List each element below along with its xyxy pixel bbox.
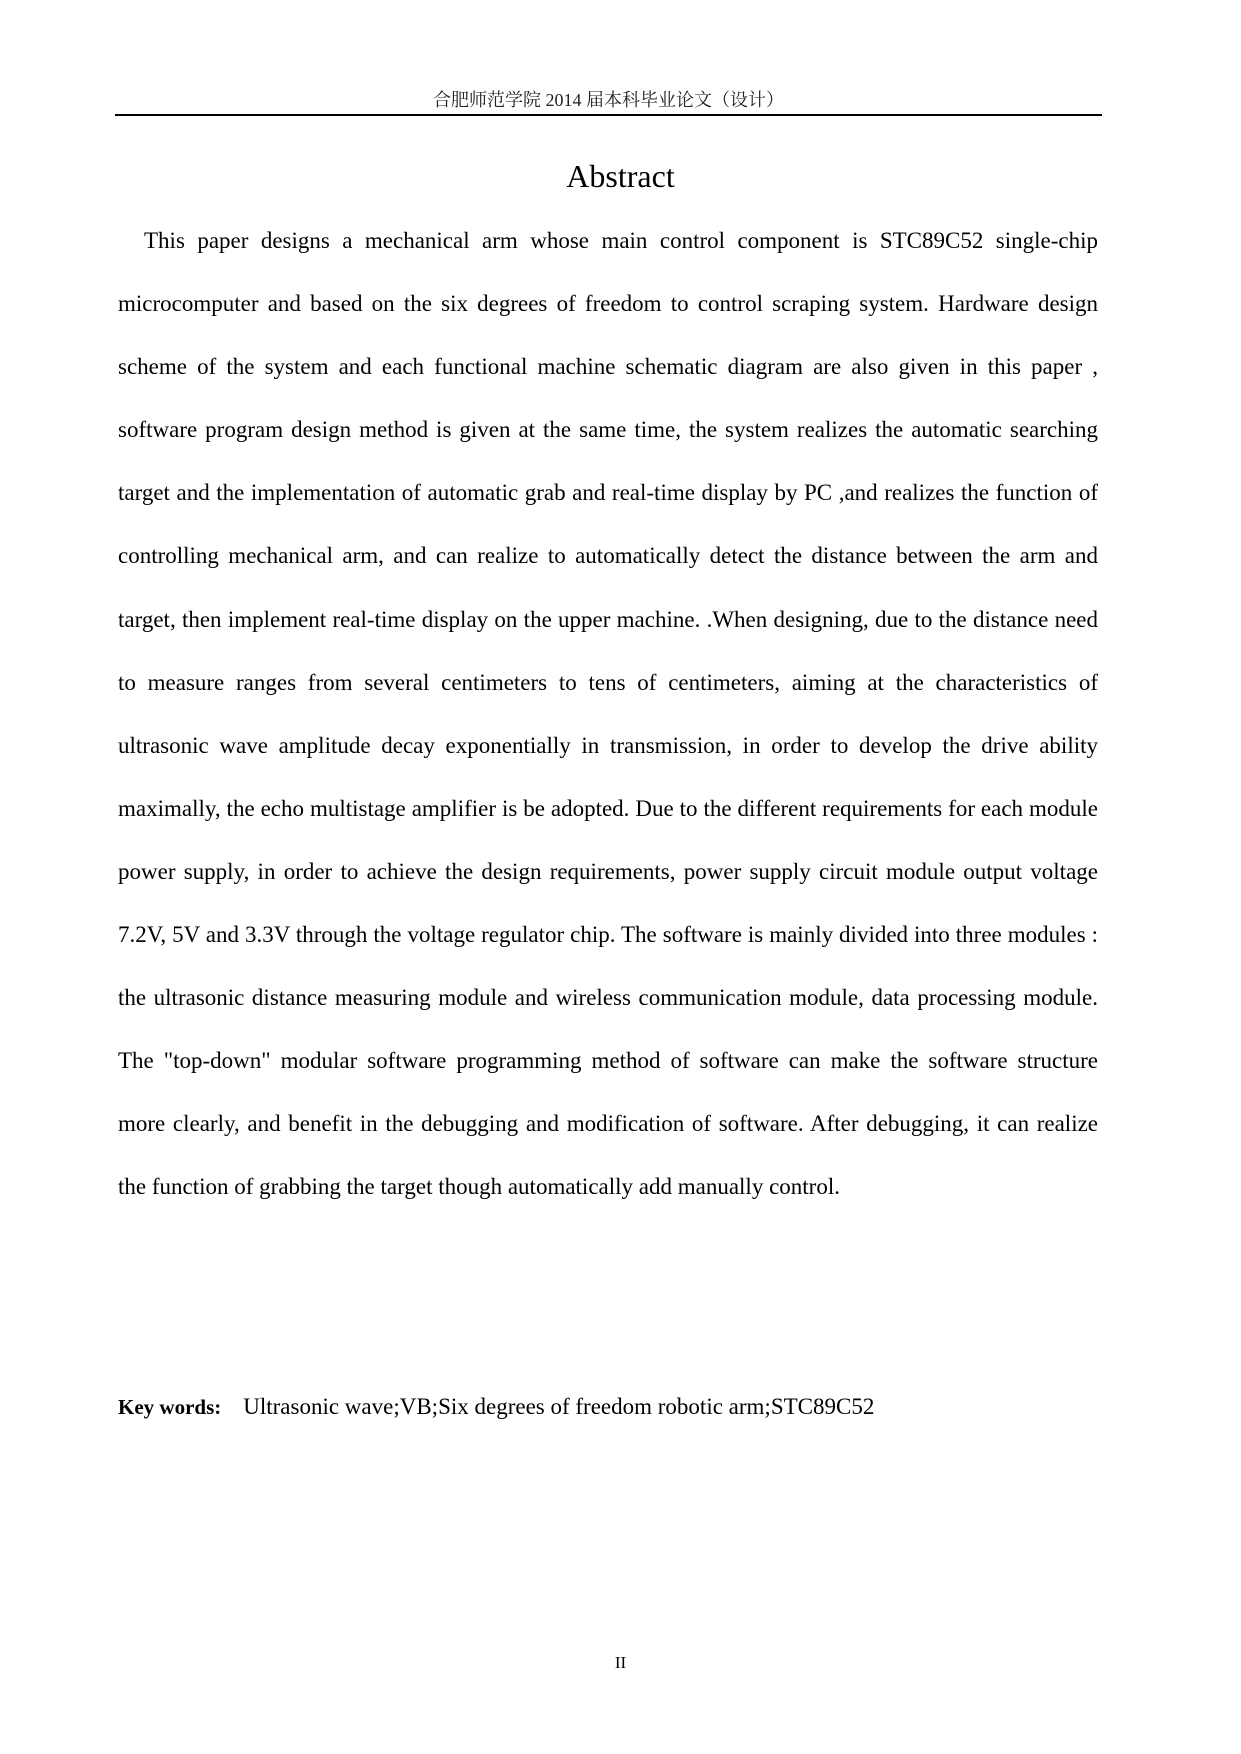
- keywords-text: Ultrasonic wave;VB;Six degrees of freedom robotic arm;STC89C52: [243, 1394, 875, 1419]
- abstract-title: Abstract: [566, 158, 675, 194]
- header-rule: [115, 114, 1102, 116]
- keywords-line: [118, 1392, 1098, 1422]
- running-header: 合肥师范学院 2014 届本科毕业论文（设计）: [433, 90, 784, 110]
- keywords-label: Key words:: [118, 1395, 222, 1419]
- page-number: II: [614, 1653, 627, 1672]
- abstract-body: This paper designs a mechanical arm whose main control component is STC89C52 single-chip microcomputer and based on the six degrees of freedom to control scraping system. Hardware design scheme of the system and each functional machine schematic diagram are also given in this paper , software program design method is given at the same time, the system realizes the automatic searching target and the implementation of automatic grab and real-time display by PC ,and realizes the function of controlling mechanical arm, and can realize to automatically detect the distance between the arm and target, then implement real-time display on the upper machine. .When designing, due to the distance need to measure ranges from several centimeters to tens of centimeters, aiming at the characteristics of ultrasonic wave amplitude decay exponentially in transmission, in order to develop the drive ability maximally, the echo multistage amplifier is be adopted. Due to the different requirements for each module power supply, in order to achieve the design requirements, power supply circuit module output voltage 7.2V, 5V and 3.3V through the voltage regulator chip. The software is mainly divided into three modules : the ultrasonic distance measuring module and wireless communication module, data processing module. The "top-down" modular software programming method of software can make the software structure more clearly, and benefit in the debugging and modification of software. After debugging, it can realize the function of grabbing the target though automatically add manually control.: [118, 228, 1098, 1200]
